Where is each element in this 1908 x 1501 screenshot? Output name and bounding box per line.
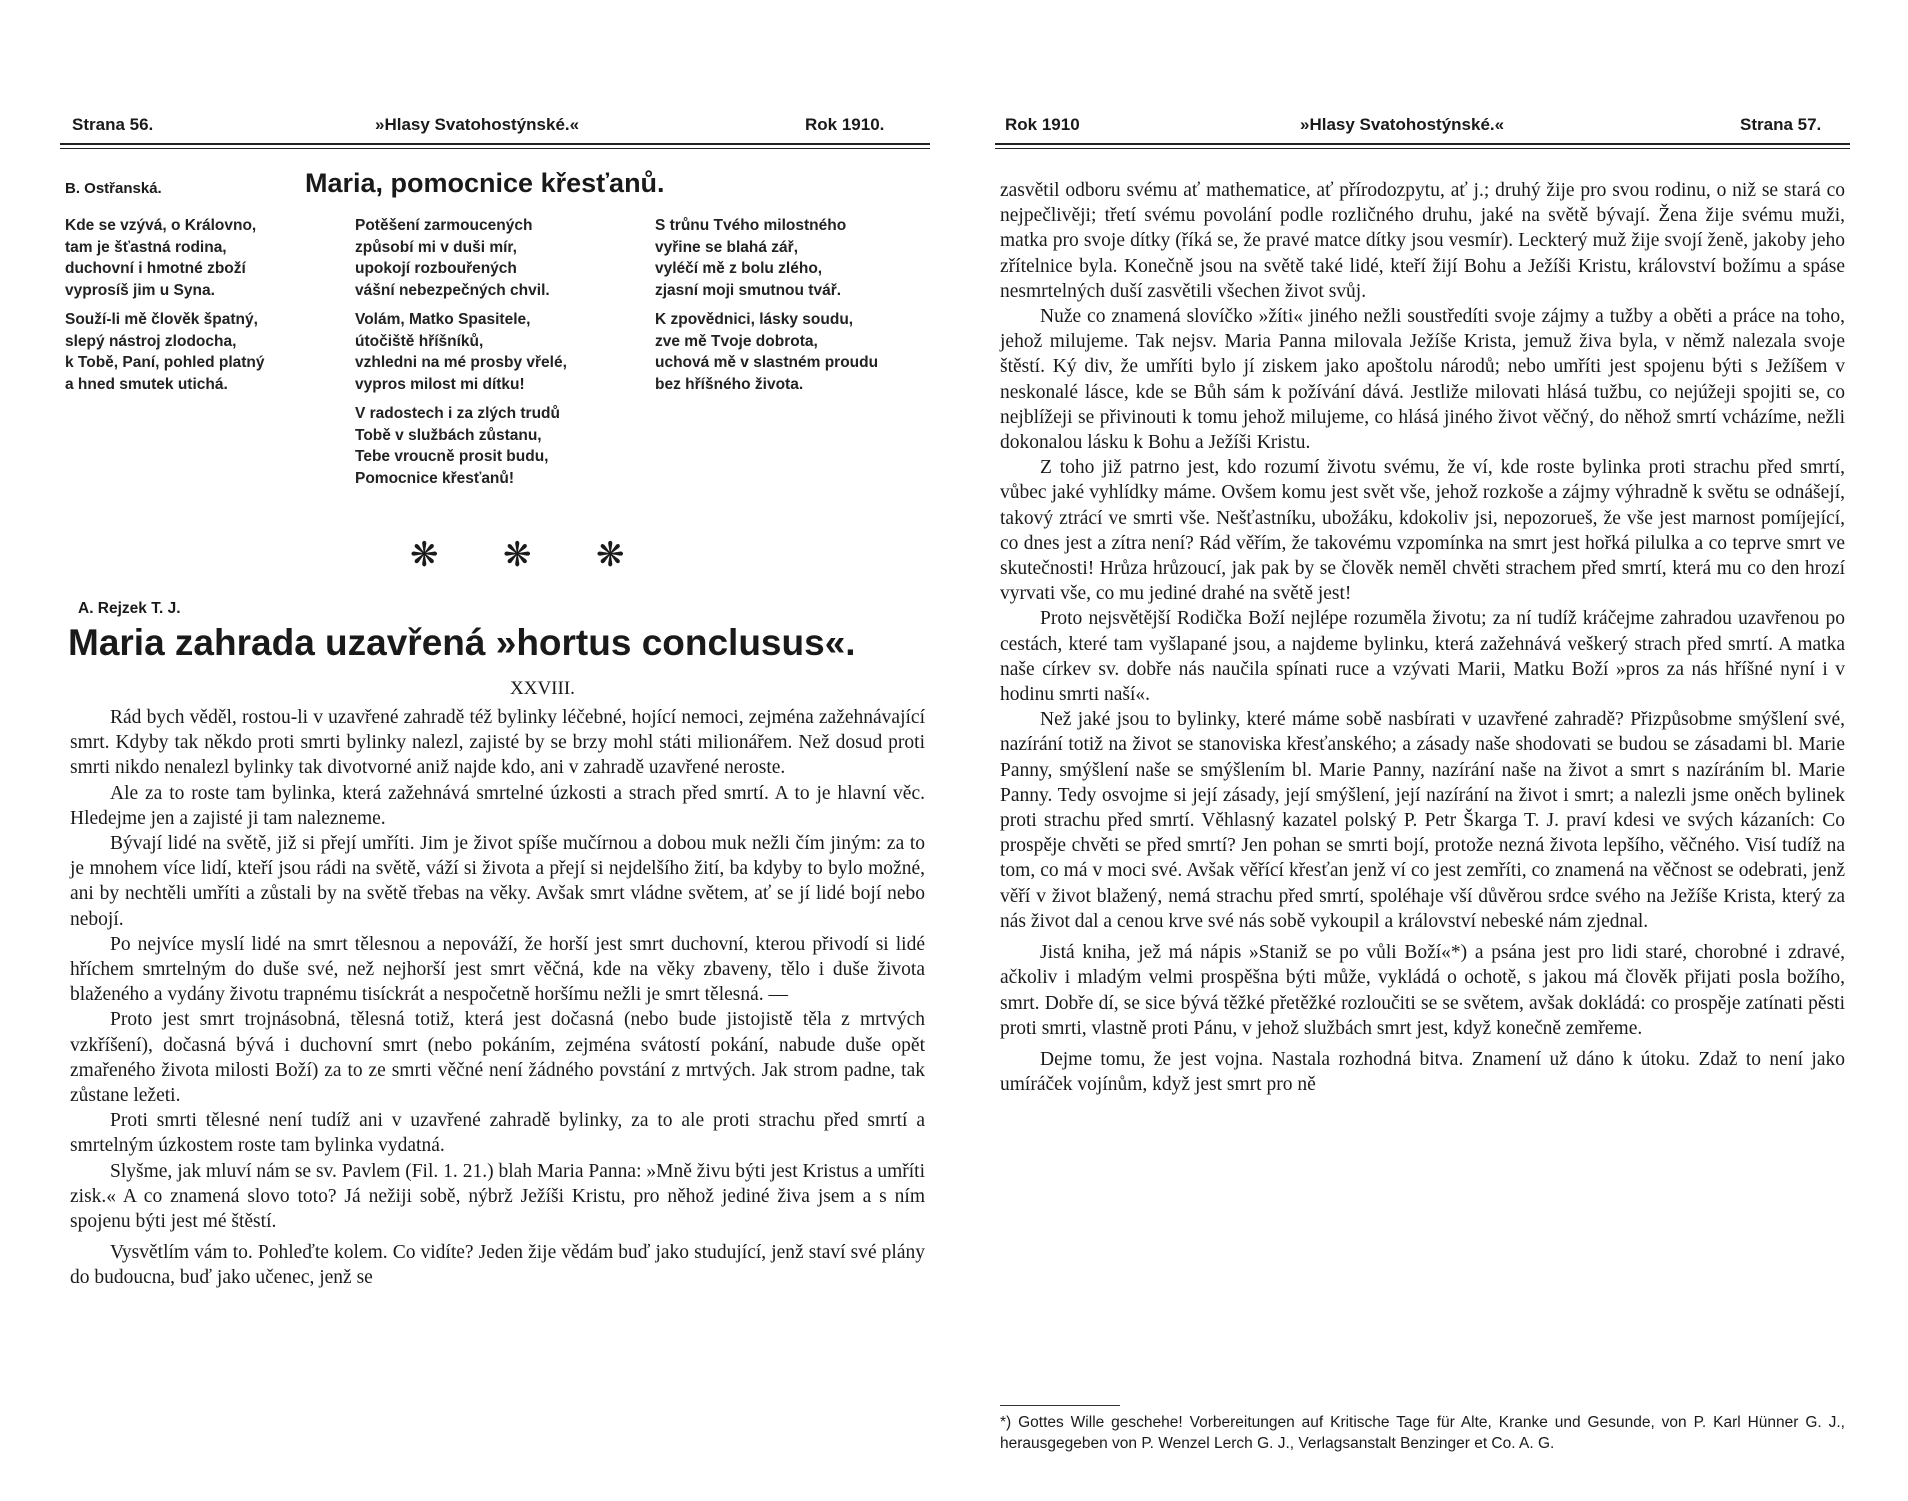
year-right: Rok 1910 — [1005, 115, 1080, 134]
poem-stanza: V radostech i za zlých trudů Tobě v službách zůstanu, Tebe vroucně prosit budu, Pomocnice křesťanů! — [355, 405, 560, 487]
poem-title: Maria, pomocnice křesťanů. — [305, 168, 665, 198]
article-author: A. Rejzek T. J. — [78, 600, 181, 617]
paragraph: Než jaké jsou to bylinky, které máme sobě nasbírati v uzavřené zahradě? Přizpůsobme smýšlení své, nazírání totiž na život se stanoviska křesťanského; a zásady naše shodovati se budou se zásadami bl. Marie Panny, smýšlení naše se smýšlením bl. Marie Panny, nazírání naše na život a smrt s nazíráním bl. Marie Panny. Tedy osvojme si její zásady, její smýšlení, její nazírání na život i smrt; a nalezli jsme oněch bylinek proti strachu před smrtí. Věhlasný kazatel polský P. Petr Škarga T. J. praví kdesi ve svých kázaních: Co prospěje chvěti se před smrtí? Jen pohan se smrti bojí, protože nezná života lepšího, věčného. Visí tudíž na tom, co má v moci své. Avšak věřící křesťan jenž ví co jest zemříti, co znamená na věčnost se odebrati, jenž věří v život blažený, nemá strachu před smrtí, spoléhaje vší důvěrou srdce svého na Ježíše Krista, který za nás život dal a cenou krve své nás sobě vykoupil a království nebeské nám zjednal. — [1000, 709, 1845, 932]
poem-stanza: Potěšení zarmoucených způsobí mi v duši mír, upokojí rozbouřených vášní nebezpečných chvil. — [355, 217, 550, 299]
journal-title-left: »Hlasy Svatohostýnské.« — [375, 115, 580, 134]
page-number-left: Strana 56. — [72, 115, 154, 134]
year-left: Rok 1910. — [805, 115, 885, 134]
paragraph: Proto jest smrt trojnásobná, tělesná totiž, která jest dočasná (nebo bude jistojistě těla z mrtvých vzkříšení), dočasná bývá i duchovní smrt (nebo pokáním, zejména svátostí pokání, nabude duše opět zmařeného života milosti Boží) za to ze smrti věčné není žádného povstání z mrtvých. Jak strom padne, tak zůstane ležeti. — [70, 1009, 925, 1107]
article-body-left — [70, 705, 925, 1291]
paragraph: Vysvětlím vám to. Pohleďte kolem. Co vidíte? Jeden žije vědám buď jako studující, jenž staví své plány do budoucna, buď jako učenec, jenž se — [70, 1242, 925, 1289]
article-body-right — [1000, 178, 1845, 1097]
poem-stanza: Souží-li mě člověk špatný, slepý nástroj zlodocha, k Tobě, Paní, pohled platný a hned smutek utichá. — [65, 311, 265, 393]
paragraph: Proto nejsvětější Rodička Boží nejlépe rozuměla životu; za ní tudíž kráčejme zahradou uzavřenou po cestách, které tam vyšlapané jsou, a najdeme bylinku, která zažehnává veškerý strach před smrtí. A matka naše církev sv. dobře nás naučila spínati ruce a vzývati Marii, Matku Boží »pros za nás hříšné nyní i v hodinu smrti naší«. — [1000, 608, 1845, 706]
page-number-right: Strana 57. — [1740, 115, 1822, 134]
article-title: Maria zahrada uzavřená »hortus conclusus«. — [68, 622, 856, 663]
paragraph: Jistá kniha, jež má nápis »Staniž se po vůli Boží«*) a psána jest pro lidi staré, chorobné i zdravé, ačkoliv i mladým velmi prospěšna býti může, vykládá o ochotě, s jakou má člověk přijati posla božího, smrt. Dobře dí, se sice bývá těžké přetěžké rozloučiti se se světem, avšak dokládá: co prospěje zatínati pěsti proti smrti, vlastně proti Pánu, v jehož službách smrt jest, když konečně zemřeme. — [1000, 942, 1845, 1039]
paragraph: Nuže co znamená slovíčko »žíti« jiného nežli soustředíti svoje zájmy a tužby a oběti a práce na toho, jehož milujeme. Tak nejsv. Maria Panna milovala Ježíše Krista, jemuž živa byla, v němž nalezala svoje štěstí. Ký div, že umříti bylo jí ziskem jako apoštolu národů; nebo umříti jest spojenu býti s Ježíšem v neskonalé lásce, kde se Bůh sám k požívání dává. Jestliže milovati hlásá tužbu, co nejúžeji spojiti se, co nejblížeji se přivinouti k tomu jehož milujeme, co hlásá jiného život věčný, do něhož smrtí vcházíme, nežli dokonalou lásku k Bohu a Ježíši Kristu. — [1000, 306, 1845, 454]
paragraph: Slyšme, jak mluví nám se sv. Pavlem (Fil. 1. 21.) blah Maria Panna: »Mně živu býti jest Kristus a umříti zisk.« A co znamená slovo toto? Já nežiji sobě, nýbrž Ježíši Kristu, pro něhož jediné živa jsem a s ním spojenu býti jest mé štěstí. — [70, 1160, 925, 1233]
poem-stanza: Volám, Matko Spasitele, útočiště hříšníků, vzhledni na mé prosby vřelé, vypros milost mi dítku! — [355, 311, 567, 393]
footnote-rule — [1000, 1405, 1120, 1406]
poem-stanza: K zpovědnici, lásky soudu, zve mě Tvoje dobrota, uchová mě v slastném proudu bez hříšného života. — [655, 311, 879, 393]
section-divider-stars: ❋ ❋ ❋ — [410, 537, 653, 574]
poem-stanza: Kde se vzývá, o Královno, tam je šťastná rodina, duchovní i hmotné zboží vyprosíš jim u Syna. — [65, 217, 257, 299]
paragraph: Po nejvíce myslí lidé na smrt tělesnou a nepováží, že horší jest smrt duchovní, kterou přivodí si lidé hříchem smrtelným do duše své, než nejhorší jest smrt věčná, kde na věky zbaveny, tělo i duše života blaženého a vydány životu trapnému tisíckrát a nespočetně horšímu nežli je smrt tělesná. — — [70, 933, 925, 1006]
header-rule — [995, 143, 1850, 145]
left-page-header — [60, 115, 930, 145]
paragraph: Z toho již patrno jest, kdo rozumí životu svému, že ví, kde roste bylinka proti strachu před smrtí, vůbec jaké vyhlídky máme. Ovšem komu jest svět vše, jehož rozkoše a zájmy výhradně k světu se odnášejí, takový ztrácí ve smrti vše. Nešťastníku, ubožáku, kdokoliv jsi, nepozorueš, že vše jest marnost pomíjející, co dnes jest a zítra není? Rád věřím, že takovému vzpomínka na smrt jest hořká pilulka a co teprve smrt ve skutečnosti! Hrůza hrůzoucí, jak pak by se člověk neměl chvěti strachem před smrtí, která mu co den hrozí vyrvati vše, co mu jediné drahé na světě jest! — [1000, 457, 1845, 605]
header-rule-thin — [60, 148, 930, 149]
journal-title-right: »Hlasy Svatohostýnské.« — [1300, 115, 1505, 134]
footnote: *) Gottes Wille geschehe! Vorbereitungen auf Kritische Tage für Alte, Kranke und Gesunde, von P. Karl Hünner G. J., herausgegeben von P. Wenzel Lerch G. J., Verlagsanstalt Benzinger et Co. A. G. — [1000, 1414, 1845, 1452]
header-rule-thin — [995, 148, 1850, 149]
right-page-header — [995, 115, 1850, 145]
poem-column-3 — [655, 215, 930, 403]
paragraph: Dejme tomu, že jest vojna. Nastala rozhodná bitva. Znamení už dáno k útoku. Zdaž to není jako umíráček vojínům, když jest smrt pro ně — [1000, 1048, 1845, 1096]
paragraph: Bývají lidé na světě, již si přejí umříti. Jim je život spíše mučírnou a dobou muk nežli čím jiným: za to je mnohem více lidí, kteří jsou rádi na světě, váží si života a přejí si nejdelšího žití, ba kdyby to bylo možné, ani by nechtěli umříti a zůstali by na světě třebas na věky. Avšak smrt vládne světem, ať se jí lidé bojí nebo nebojí. — [70, 833, 925, 930]
paragraph: Proti smrti tělesné není tudíž ani v uzavřené zahradě bylinky, za to ale proti strachu před smrtí a smrtelným úzkostem roste tam bylinka vydatná. — [70, 1110, 925, 1157]
paragraph: Ale za to roste tam bylinka, která zažehnává smrtelné úzkosti a strach před smrtí. A to je hlavní věc. Hledejme jen a zajisté ji tam nalezneme. — [70, 782, 925, 829]
paragraph: zasvětil odboru svému ať mathematice, ať přírodozpytu, ať j.; druhý žije pro svou rodinu, o niž se stará co nejpečlivěji; třetí svému povolání podle rozličného druhu, jaké na světě bývají. Žena žije svému muži, matka pro svoje dítky (říká se, že pravé matce dítky jsou vesmír). Leckterý muž žije svojí ženě, jakoby jeho zřítelnice byla. Konečně jsou na světě také lidé, kteří žijí Bohu a Ježíši Kristu, království božímu a spáse nesmrtelných duší zasvětili všechen život svůj. — [1000, 180, 1845, 302]
poem-stanza: S trůnu Tvého milostného vyřine se blahá zář, vyléčí mě z bolu zlého, zjasní moji smutnou tvář. — [655, 217, 847, 299]
header-rule — [60, 143, 930, 145]
poem-author: B. Ostřanská. — [65, 180, 162, 197]
poem-column-1 — [65, 215, 345, 403]
poem-column-2 — [355, 215, 625, 497]
paragraph: Rád bych věděl, rostou-li v uzavřené zahradě též bylinky léčebné, hojící nemoci, zejména zažehnávající smrt. Kdyby tak někdo proti smrti bylinky nalezl, zajisté by se brzy mohl státi milionářem. Než dosud proti smrti nikdo nenalezl bylinky tak divotvorné aniž najde kdo, ani v zahradě uzavřené neroste. — [70, 707, 925, 779]
article-part-number: XXVIII. — [510, 678, 575, 699]
